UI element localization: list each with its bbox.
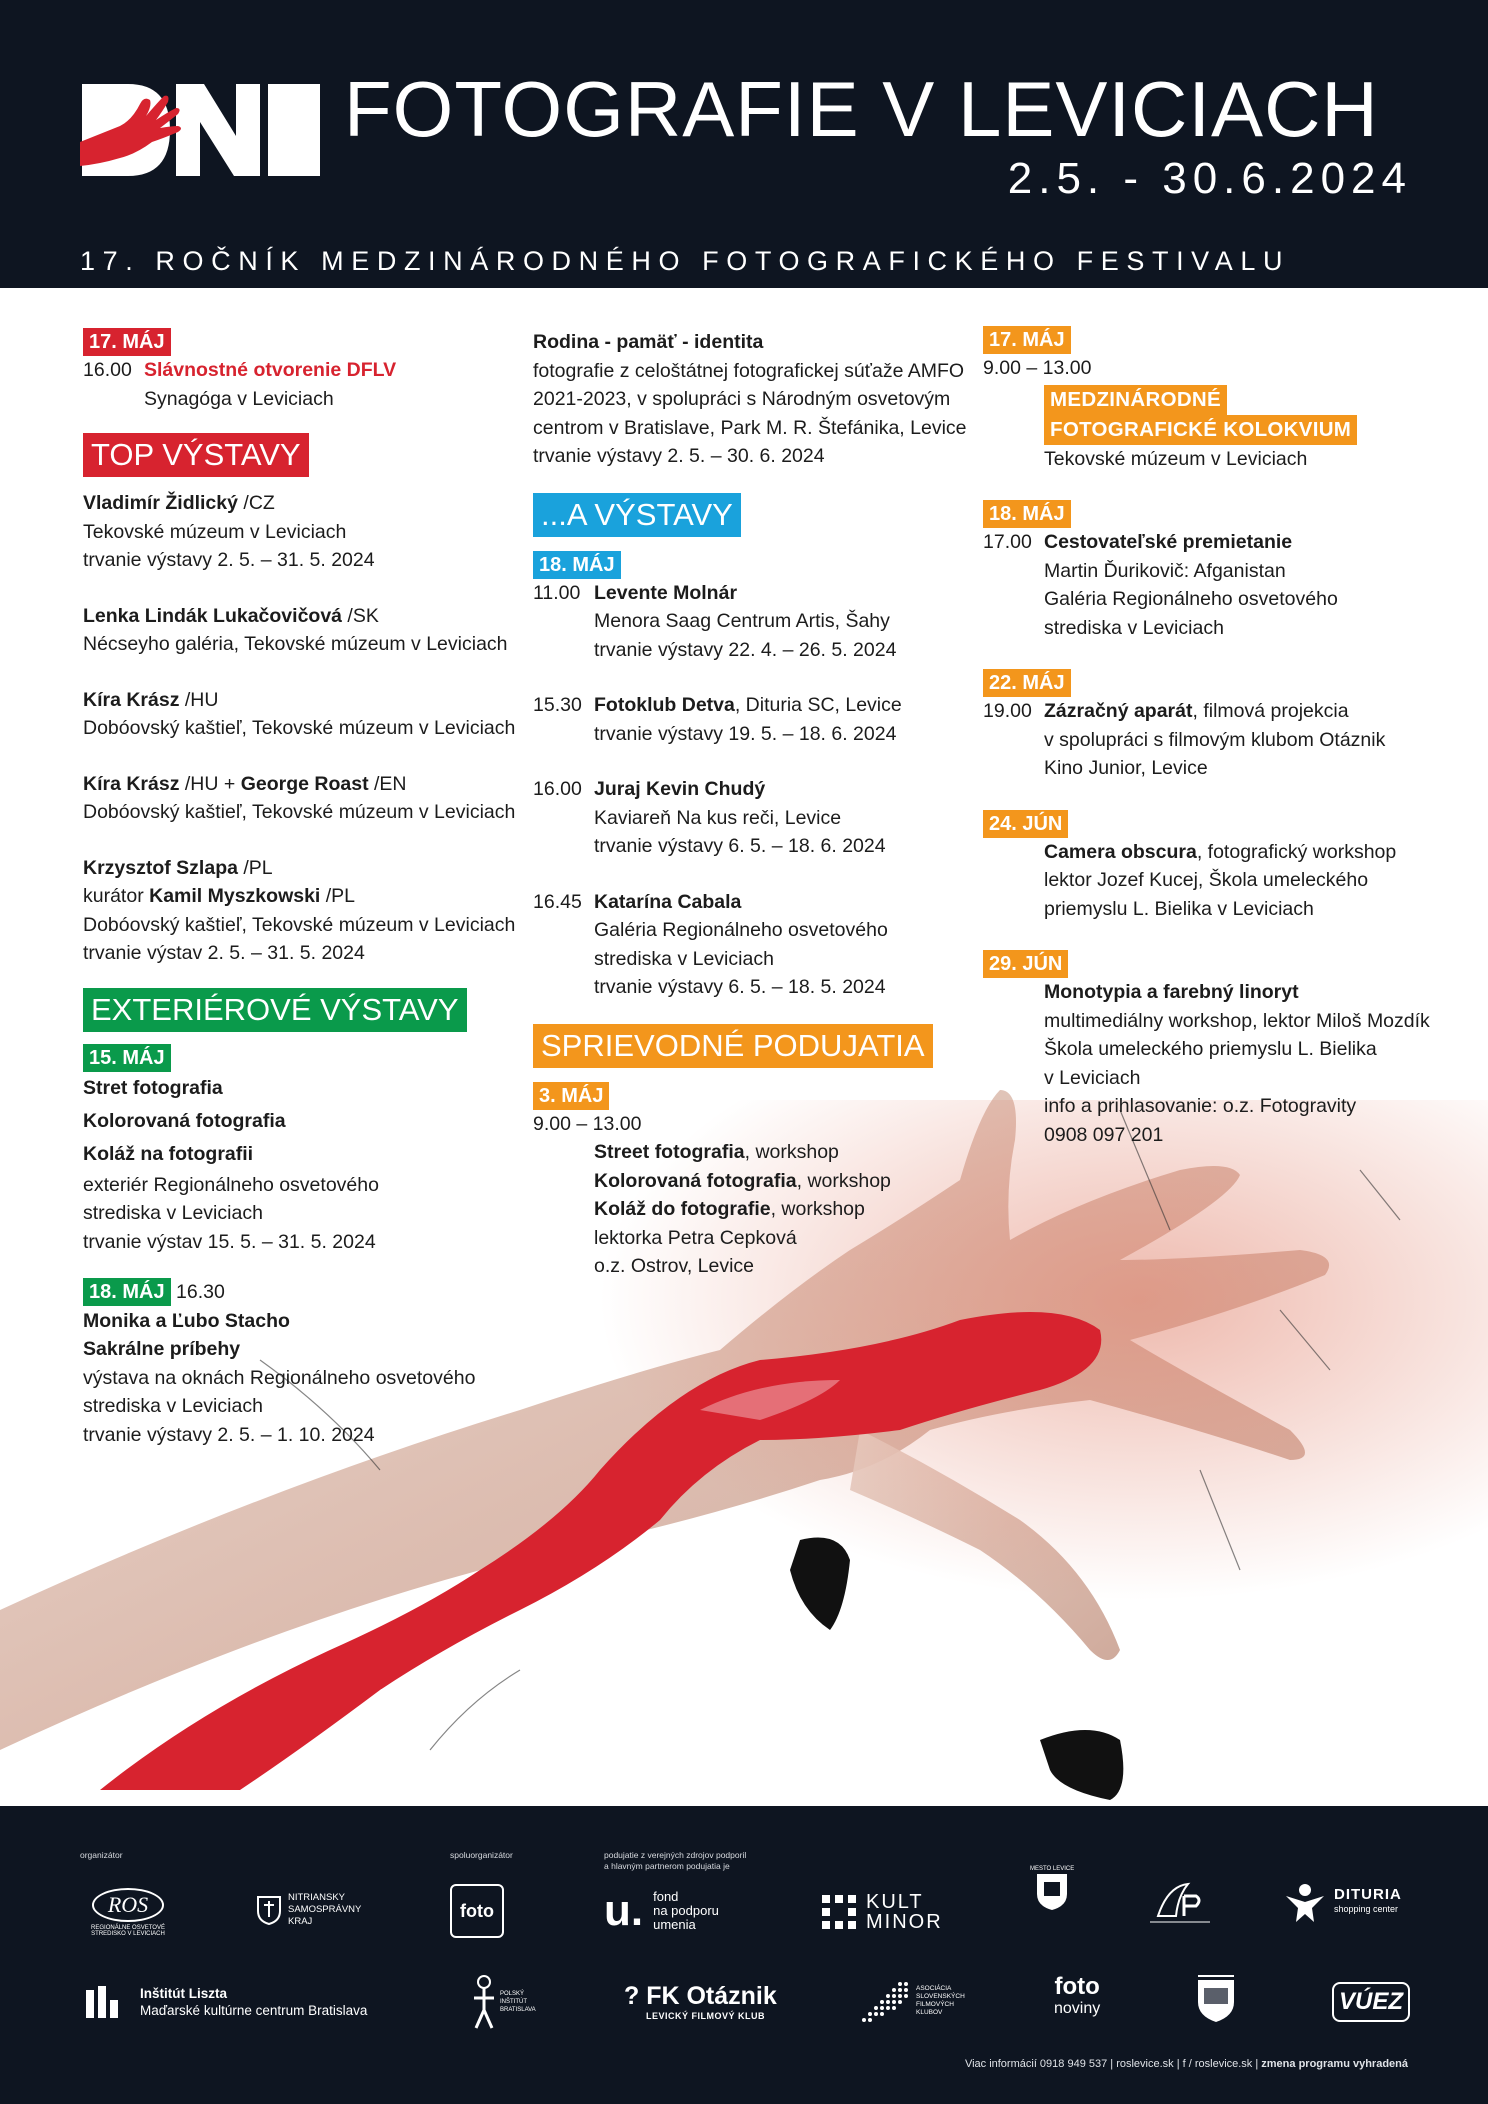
colloquium-box-1: MEDZINÁRODNÉ	[1044, 385, 1227, 415]
festival-dates: 2.5. - 30.6.2024	[1007, 154, 1412, 203]
event-camera-obscura: 24. JÚN Camera obscura, fotografický workshop lektor Jozef Kucej, Škola umeleckého priemyslu L. Bielika v Leviciach	[983, 810, 1423, 924]
opening-place: Synagóga v Leviciach	[144, 387, 334, 410]
exhibition-chudy: 16.00 Juraj Kevin Chudý Kaviareň Na kus reči, Levice trvanie výstavy 6. 5. – 18. 6. 2024	[533, 778, 886, 857]
polish-institute-logo: POLSKÝ INŠTITÚT BRATISLAVA	[472, 1974, 532, 2030]
asfk-logo: ASOCIÁCIA SLOVENSKÝCH FILMOVÝCH KLUBOV	[860, 1978, 960, 2024]
dituria-logo: DITURIA shopping center	[1282, 1882, 1402, 1922]
header-banner	[0, 0, 1488, 288]
exhibition-cabala: 16.45 Katarína Cabala Galéria Regionálneho osvetového strediska v Leviciach trvanie výstavy 6. 5. – 18. 5. 2024	[533, 890, 888, 998]
side-events-heading: SPRIEVODNÉ PODUJATIA	[533, 1024, 933, 1068]
exterior-exhibitions-heading: EXTERIÉROVÉ VÝSTAVY	[83, 988, 467, 1032]
side-event-workshops: 3. MÁJ 9.00 – 13.00 Street fotografia, workshop Kolorovaná fotografia, workshop Koláž do fotografie, workshop lektorka Petra Cepková o.z. Ostrov, Levice	[533, 1082, 953, 1281]
dni-logo	[80, 82, 322, 178]
ros-logo: ROS REGIONÁLNE OSVETOVÉ STREDISKO V LEVICIACH	[80, 1888, 176, 1937]
foto-noviny-logo: foto noviny	[1054, 1973, 1101, 2017]
exterior-event-2: 18. MÁJ 16.30 Monika a Ľubo Stacho Sakrálne príbehy výstava na oknách Regionálneho osvetového strediska v Leviciach trvanie výstavy 2. 5. – 1. 10. 2024	[83, 1278, 503, 1449]
column-left	[83, 320, 516, 1449]
event-monotype: 29. JÚN Monotypia a farebný linoryt multimediálny workshop, lektor Miloš Mozdík Škola umeleckého priemyslu L. Bielika v Leviciach info a prihlasovanie: o.z. Fotogravity 0908 097 201	[983, 950, 1423, 1149]
top-exhibition-4: Kíra Krász /HU + George Roast /EN Dobóovský kaštieľ, Tekovské múzeum v Leviciach	[83, 772, 516, 823]
fond-na-podporu-umenia-logo: u. fond na podporu umenia	[604, 1886, 719, 1935]
top-exhibition-5: Krzysztof Szlapa /PL kurátor Kamil Myszkowski /PL Dobóovský kaštieľ, Tekovské múzeum v Leviciach trvanie výstav 2. 5. – 31. 5. 2024	[83, 856, 516, 964]
colloquium-box-2: FOTOGRAFICKÉ KOLOKVIUM	[1044, 415, 1357, 445]
exhibition-molnar: 11.00 Levente Molnár Menora Saag Centrum Artis, Šahy trvanie výstavy 22. 4. – 26. 5. 2024	[533, 581, 897, 661]
crest-logo	[1196, 1974, 1236, 2024]
sup-logo	[1148, 1876, 1212, 1932]
festival-title: FOTOGRAFIE V LEVICIACH	[344, 65, 1379, 153]
nitriansky-kraj-logo: NITRIANSKY SAMOSPRÁVNY KRAJ	[256, 1892, 361, 1928]
opening-date-tag: 17. MÁJ	[83, 328, 171, 356]
exhibition-detva: 15.30 Fotoklub Detva, Dituria SC, Levice trvanie výstavy 19. 5. – 18. 6. 2024	[533, 694, 902, 745]
top-exhibition-1: Vladimír Židlický /CZ Tekovské múzeum v Leviciach trvanie výstavy 2. 5. – 31. 5. 2024	[83, 492, 375, 571]
crest-shield-icon	[1196, 1974, 1236, 2024]
fotogravity-logo: foto	[450, 1884, 504, 1938]
and-exhibitions-heading: ...A VÝSTAVY	[533, 493, 741, 537]
kult-minor-grid-icon	[820, 1893, 858, 1931]
fk-otaznik-logo: ? FK Otáznik LEVICKÝ FILMOVÝ KLUB	[624, 1982, 777, 2021]
event-travel-screening: 18. MÁJ 17.00 Cestovateľské premietanie Martin Ďurikovič: Afganistan Galéria Regionálneho osvetového strediska v Leviciach	[983, 500, 1423, 642]
asfk-dots-icon	[860, 1978, 912, 2024]
top-exhibitions-heading: TOP VÝSTAVY	[83, 433, 309, 477]
vuez-logo: VÚEZ	[1332, 1982, 1410, 2022]
kult-minor-logo: KULT MINOR	[820, 1892, 943, 1932]
label-funding-1: podujatie z verejných zdrojov podporil	[604, 1850, 747, 1860]
sup-school-icon	[1148, 1876, 1212, 1932]
amfo-exhibition: Rodina - pamäť - identita fotografie z celoštátnej fotografickej súťaže AMFO 2021-2023, v spolupráci s Národným osvetovým centrom v Bratislave, Park M. R. Štefánika, Levice trvanie výstavy 2. 5. – 30. 6. 2024	[533, 331, 967, 467]
liszt-icon	[84, 1984, 128, 2020]
levice-crest-icon	[1035, 1872, 1069, 1912]
opening-event: 16.00 Slávnostné otvorenie DFLV	[83, 356, 503, 385]
label-organizer: organizátor	[80, 1850, 123, 1860]
mesto-levice-logo: MESTO LEVICE	[1030, 1866, 1074, 1912]
festival-subtitle: 17. ROČNÍK MEDZINÁRODNÉHO FOTOGRAFICKÉHO FESTIVALU	[80, 246, 1291, 276]
label-funding-2: a hlavným partnerom podujatia je	[604, 1861, 730, 1871]
column-right	[983, 320, 1430, 1149]
liszt-institute-logo: Inštitút Liszta Maďarské kultúrne centrum Bratislava	[84, 1984, 367, 2020]
event-colloquium: 17. MÁJ 9.00 – 13.00 MEDZINÁRODNÉ FOTOGRAFICKÉ KOLOKVIUM Tekovské múzeum v Leviciach	[983, 326, 1423, 473]
exterior-event-1: 15. MÁJ Stret fotografia Kolorovaná fotografia Koláž na fotografii exteriér Regionálneho osvetového strediska v Leviciach trvanie výstav 15. 5. – 31. 5. 2024	[83, 1044, 503, 1257]
top-exhibition-3: Kíra Krász /HU Dobóovský kaštieľ, Tekovské múzeum v Leviciach	[83, 688, 516, 739]
polish-institute-figure-icon	[472, 1974, 496, 2030]
top-exhibition-2: Lenka Lindák Lukačovičová /SK Nécseyho galéria, Tekovské múzeum v Leviciach	[83, 604, 508, 655]
footer-contact-note: Viac informácií 0918 949 537 | roslevice.sk | f / roslevice.sk | zmena programu vyhradená	[964, 2058, 1408, 2070]
column-middle	[533, 320, 967, 1281]
opening-title: Slávnostné otvorenie DFLV	[144, 359, 397, 381]
a-date-tag: 18. MÁJ	[533, 551, 621, 579]
event-film-projection: 22. MÁJ 19.00 Zázračný aparát, filmová projekcia v spolupráci s filmovým klubom Otáznik Kino Junior, Levice	[983, 669, 1423, 783]
dituria-figure-icon	[1282, 1882, 1328, 1922]
fpu-u-icon: u.	[604, 1886, 644, 1935]
label-coorganizer: spoluorganizátor	[450, 1850, 513, 1860]
coat-of-arms-icon	[256, 1895, 282, 1925]
sponsors-footer	[0, 1806, 1488, 2104]
